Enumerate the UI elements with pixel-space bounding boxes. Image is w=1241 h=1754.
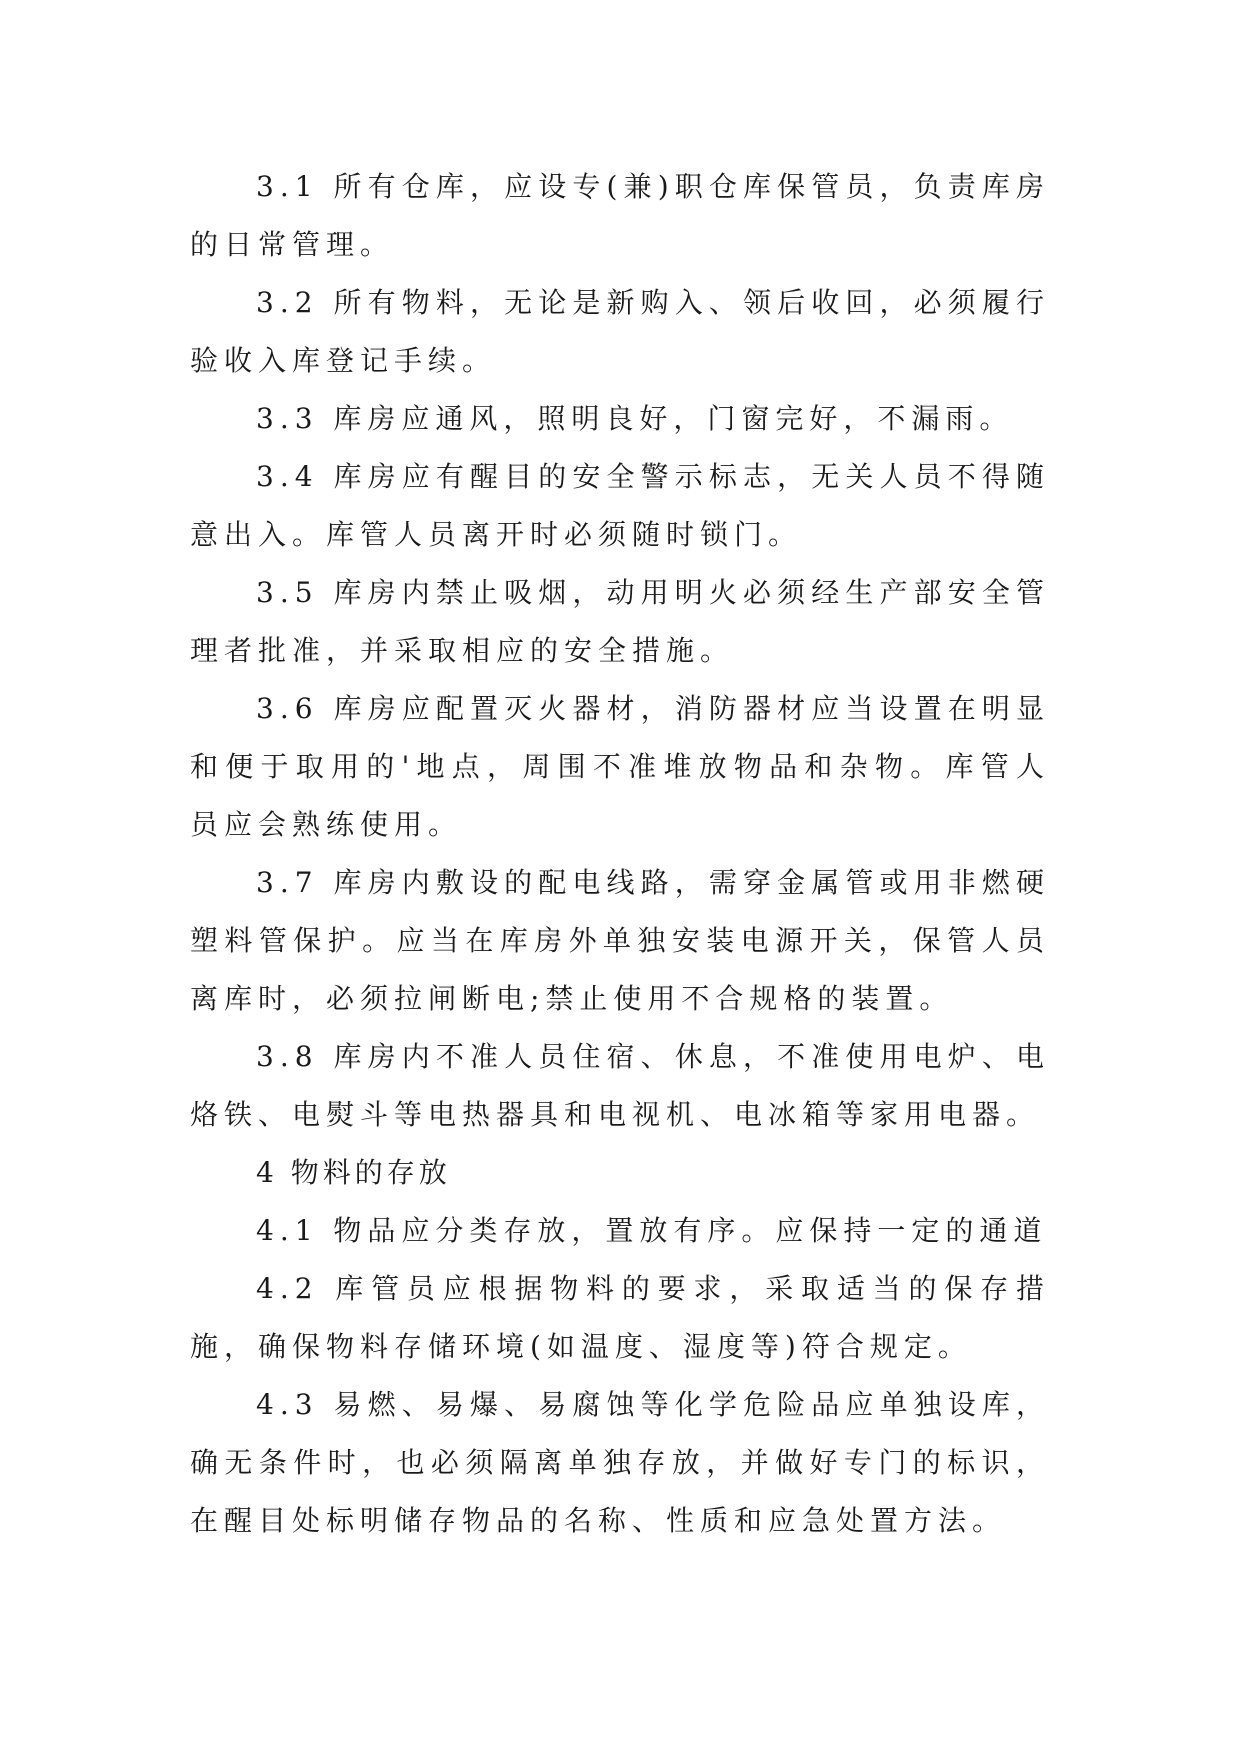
paragraph-3-3: 3.3 库房应通风，照明良好，门窗完好，不漏雨。	[256, 402, 1014, 435]
paragraph-3-1: 3.1 所有仓库，应设专(兼)职仓库保管员，负责库房的日常管理。	[190, 170, 1050, 261]
section-heading: 4 物料的存放	[256, 1156, 451, 1189]
paragraph-3-7: 3.7 库房内敷设的配电线路，需穿金属管或用非燃硬塑料管保护。应当在库房外单独安装电源开关，保管人员离库时，必须拉闸断电;禁止使用不合规格的装置。	[190, 866, 1050, 1015]
document-body	[190, 158, 1050, 1550]
paragraph-3-2: 3.2 所有物料，无论是新购入、领后收回，必须履行验收入库登记手续。	[190, 286, 1050, 377]
paragraph-3-8: 3.8 库房内不准人员住宿、休息，不准使用电炉、电烙铁、电熨斗等电热器具和电视机、电冰箱等家用电器。	[190, 1040, 1050, 1131]
paragraph-4-3: 4.3 易燃、易爆、易腐蚀等化学危险品应单独设库，确无条件时，也必须隔离单独存放，并做好专门的标识，在醒目处标明储存物品的名称、性质和应急处置方法。	[190, 1388, 1050, 1537]
paragraph-3-6: 3.6 库房应配置灭火器材，消防器材应当设置在明显和便于取用的'地点，周围不准堆放物品和杂物。库管人员应会熟练使用。	[190, 692, 1050, 841]
paragraph-4-1: 4.1 物品应分类存放，置放有序。应保持一定的通道	[256, 1214, 1048, 1247]
paragraph-3-5: 3.5 库房内禁止吸烟，动用明火必须经生产部安全管理者批准，并采取相应的安全措施。	[190, 576, 1050, 667]
paragraph-3-4: 3.4 库房应有醒目的安全警示标志，无关人员不得随意出入。库管人员离开时必须随时锁门。	[190, 460, 1050, 551]
paragraph-4-2: 4.2 库管员应根据物料的要求，采取适当的保存措施，确保物料存储环境(如温度、湿度等)符合规定。	[190, 1272, 1050, 1363]
